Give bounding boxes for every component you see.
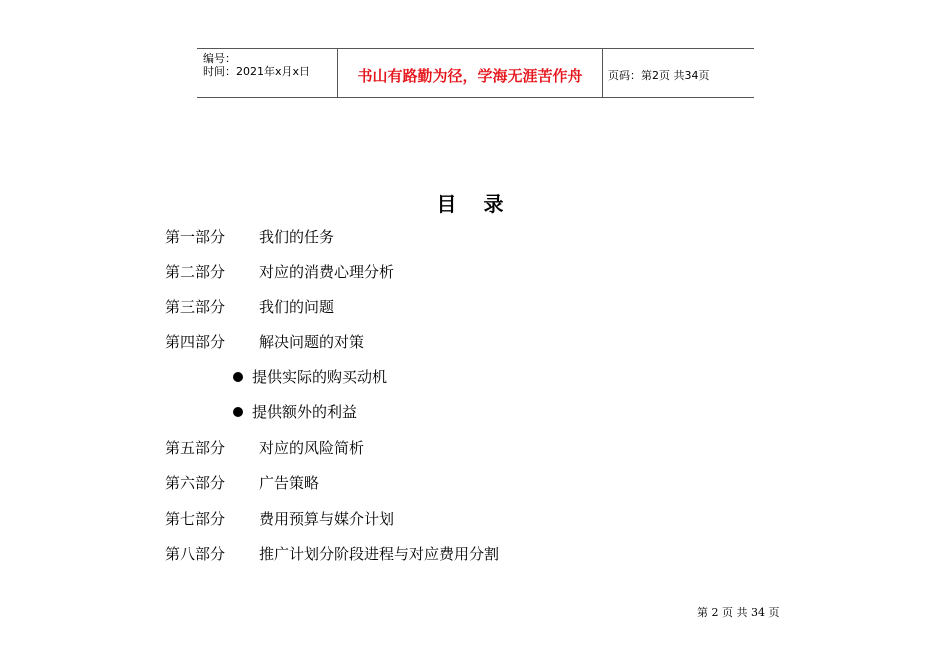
toc-title: 目 录 [436,192,514,216]
bullet-icon [233,372,243,382]
toc-section-title: 费用预算与媒介计划 [259,510,395,528]
toc-section-title: 我们的任务 [259,228,335,246]
page-footer: 第 2 页 共 34 页 [697,606,780,619]
toc-section-title: 对应的风险简析 [259,439,365,457]
number-label: 编号： [203,52,236,65]
header-meta-cell [197,49,337,97]
toc-section-title: 解决问题的对策 [259,333,365,351]
toc-part-label: 第六部分 [165,474,226,492]
toc-section-title: 推广计划分阶段进程与对应费用分割 [259,545,500,563]
toc-part-label: 第四部分 [165,333,226,351]
toc-part-label: 第一部分 [165,228,226,246]
toc-subitem-text: 提供额外的利益 [252,403,358,421]
toc-part-label: 第七部分 [165,510,226,528]
header-page-info: 页码：第2页 共34页 [608,69,710,82]
toc-section-title: 广告策略 [259,474,320,492]
toc-subitem-text: 提供实际的购买动机 [252,368,388,386]
bullet-icon [233,407,243,417]
toc-section-title: 对应的消费心理分析 [259,263,395,281]
toc-part-label: 第五部分 [165,439,226,457]
time-label: 时间：2021年x月x日 [203,65,311,78]
document-header [197,48,754,98]
toc-part-label: 第二部分 [165,263,226,281]
header-motto-cell [337,49,603,97]
toc-section-title: 我们的问题 [259,298,335,316]
toc-part-label: 第三部分 [165,298,226,316]
header-page-cell [602,49,754,97]
toc-part-label: 第八部分 [165,545,226,563]
header-motto: 书山有路勤为径，学海无涯苦作舟 [357,67,583,85]
